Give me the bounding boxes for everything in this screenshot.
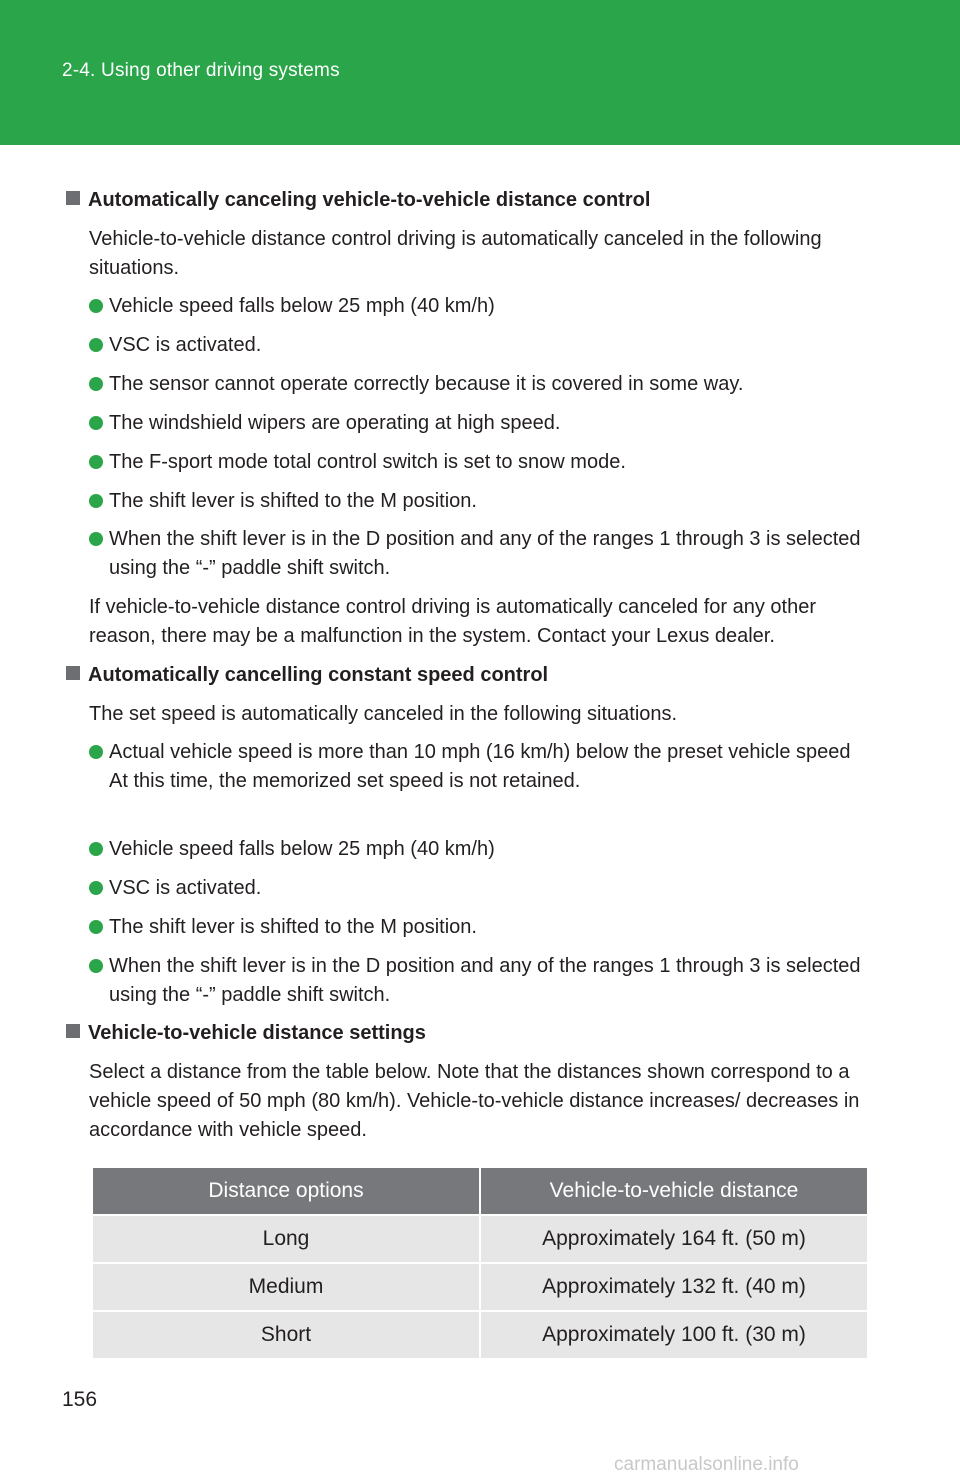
square-bullet-icon — [66, 191, 80, 205]
square-bullet-icon — [66, 1024, 80, 1038]
section-heading: Vehicle-to-vehicle distance settings — [66, 1021, 426, 1045]
table-cell: Long — [93, 1216, 481, 1262]
table-cell: Approximately 132 ft. (40 m) — [481, 1264, 867, 1310]
bullet-dot-icon — [89, 494, 103, 508]
list-item: The F-sport mode total control switch is set to snow mode. — [89, 448, 864, 477]
table-cell: Approximately 100 ft. (30 m) — [481, 1312, 867, 1358]
square-bullet-icon — [66, 666, 80, 680]
table-row — [93, 1216, 867, 1262]
table-cell: Approximately 164 ft. (50 m) — [481, 1216, 867, 1262]
section-heading: Automatically canceling vehicle-to-vehicle distance control — [66, 188, 650, 212]
section-intro: The set speed is automatically canceled in the following situations. — [89, 703, 678, 725]
section-intro: Vehicle-to-vehicle distance control driving is automatically canceled in the following situations. — [89, 228, 822, 279]
list-item: The sensor cannot operate correctly because it is covered in some way. — [89, 370, 864, 399]
list-item: The shift lever is shifted to the M position. — [89, 913, 864, 942]
bullet-dot-icon — [89, 842, 103, 856]
bullet-dot-icon — [89, 920, 103, 934]
bullet-dot-icon — [89, 959, 103, 973]
bullet-note: At this time, the memorized set speed is not retained. — [109, 770, 581, 792]
bullet-dot-icon — [89, 416, 103, 430]
table-row — [93, 1264, 867, 1310]
list-item: VSC is activated. — [89, 331, 864, 360]
list-item: The windshield wipers are operating at high speed. — [89, 409, 864, 438]
watermark: carmanualsonline.info — [614, 1454, 799, 1475]
list-item: Actual vehicle speed is more than 10 mph (16 km/h) below the preset vehicle speed At this time, the memorized set speed is not retained. — [89, 738, 864, 796]
section-outro: If vehicle-to-vehicle distance control driving is automatically canceled for any other reason, there may be a malfunction in the system. Contact your Lexus dealer. — [89, 596, 817, 647]
list-item: When the shift lever is in the D position and any of the ranges 1 through 3 is selected using the “-” paddle shift switch. — [89, 952, 864, 1010]
table-row — [93, 1312, 867, 1358]
table-cell: Medium — [93, 1264, 481, 1310]
list-item: Vehicle speed falls below 25 mph (40 km/h) — [89, 292, 864, 321]
list-item: When the shift lever is in the D position and any of the ranges 1 through 3 is selected using the “-” paddle shift switch. — [89, 525, 864, 583]
bullet-dot-icon — [89, 455, 103, 469]
section-title: 2-4. Using other driving systems — [62, 60, 340, 81]
list-item: The shift lever is shifted to the M position. — [89, 487, 864, 516]
bullet-dot-icon — [89, 532, 103, 546]
table-header-row — [93, 1168, 867, 1214]
bullet-dot-icon — [89, 377, 103, 391]
page-number: 156 — [62, 1388, 98, 1411]
list-item: VSC is activated. — [89, 874, 864, 903]
section-heading: Automatically cancelling constant speed control — [66, 663, 548, 687]
bullet-dot-icon — [89, 881, 103, 895]
bullet-dot-icon — [89, 338, 103, 352]
distance-table — [93, 1166, 867, 1360]
bullet-dot-icon — [89, 299, 103, 313]
section-intro: Select a distance from the table below. Note that the distances shown correspond to a vehicle speed of 50 mph (80 km/h). Vehicle-to-vehicle distance increases/ decreases in accordance with vehicle speed. — [89, 1061, 860, 1141]
header-band — [0, 0, 960, 145]
table-cell: Short — [93, 1312, 481, 1358]
column-header: Vehicle-to-vehicle distance — [481, 1168, 867, 1214]
column-header: Distance options — [93, 1168, 481, 1214]
list-item: Vehicle speed falls below 25 mph (40 km/h) — [89, 835, 864, 864]
bullet-dot-icon — [89, 745, 103, 759]
